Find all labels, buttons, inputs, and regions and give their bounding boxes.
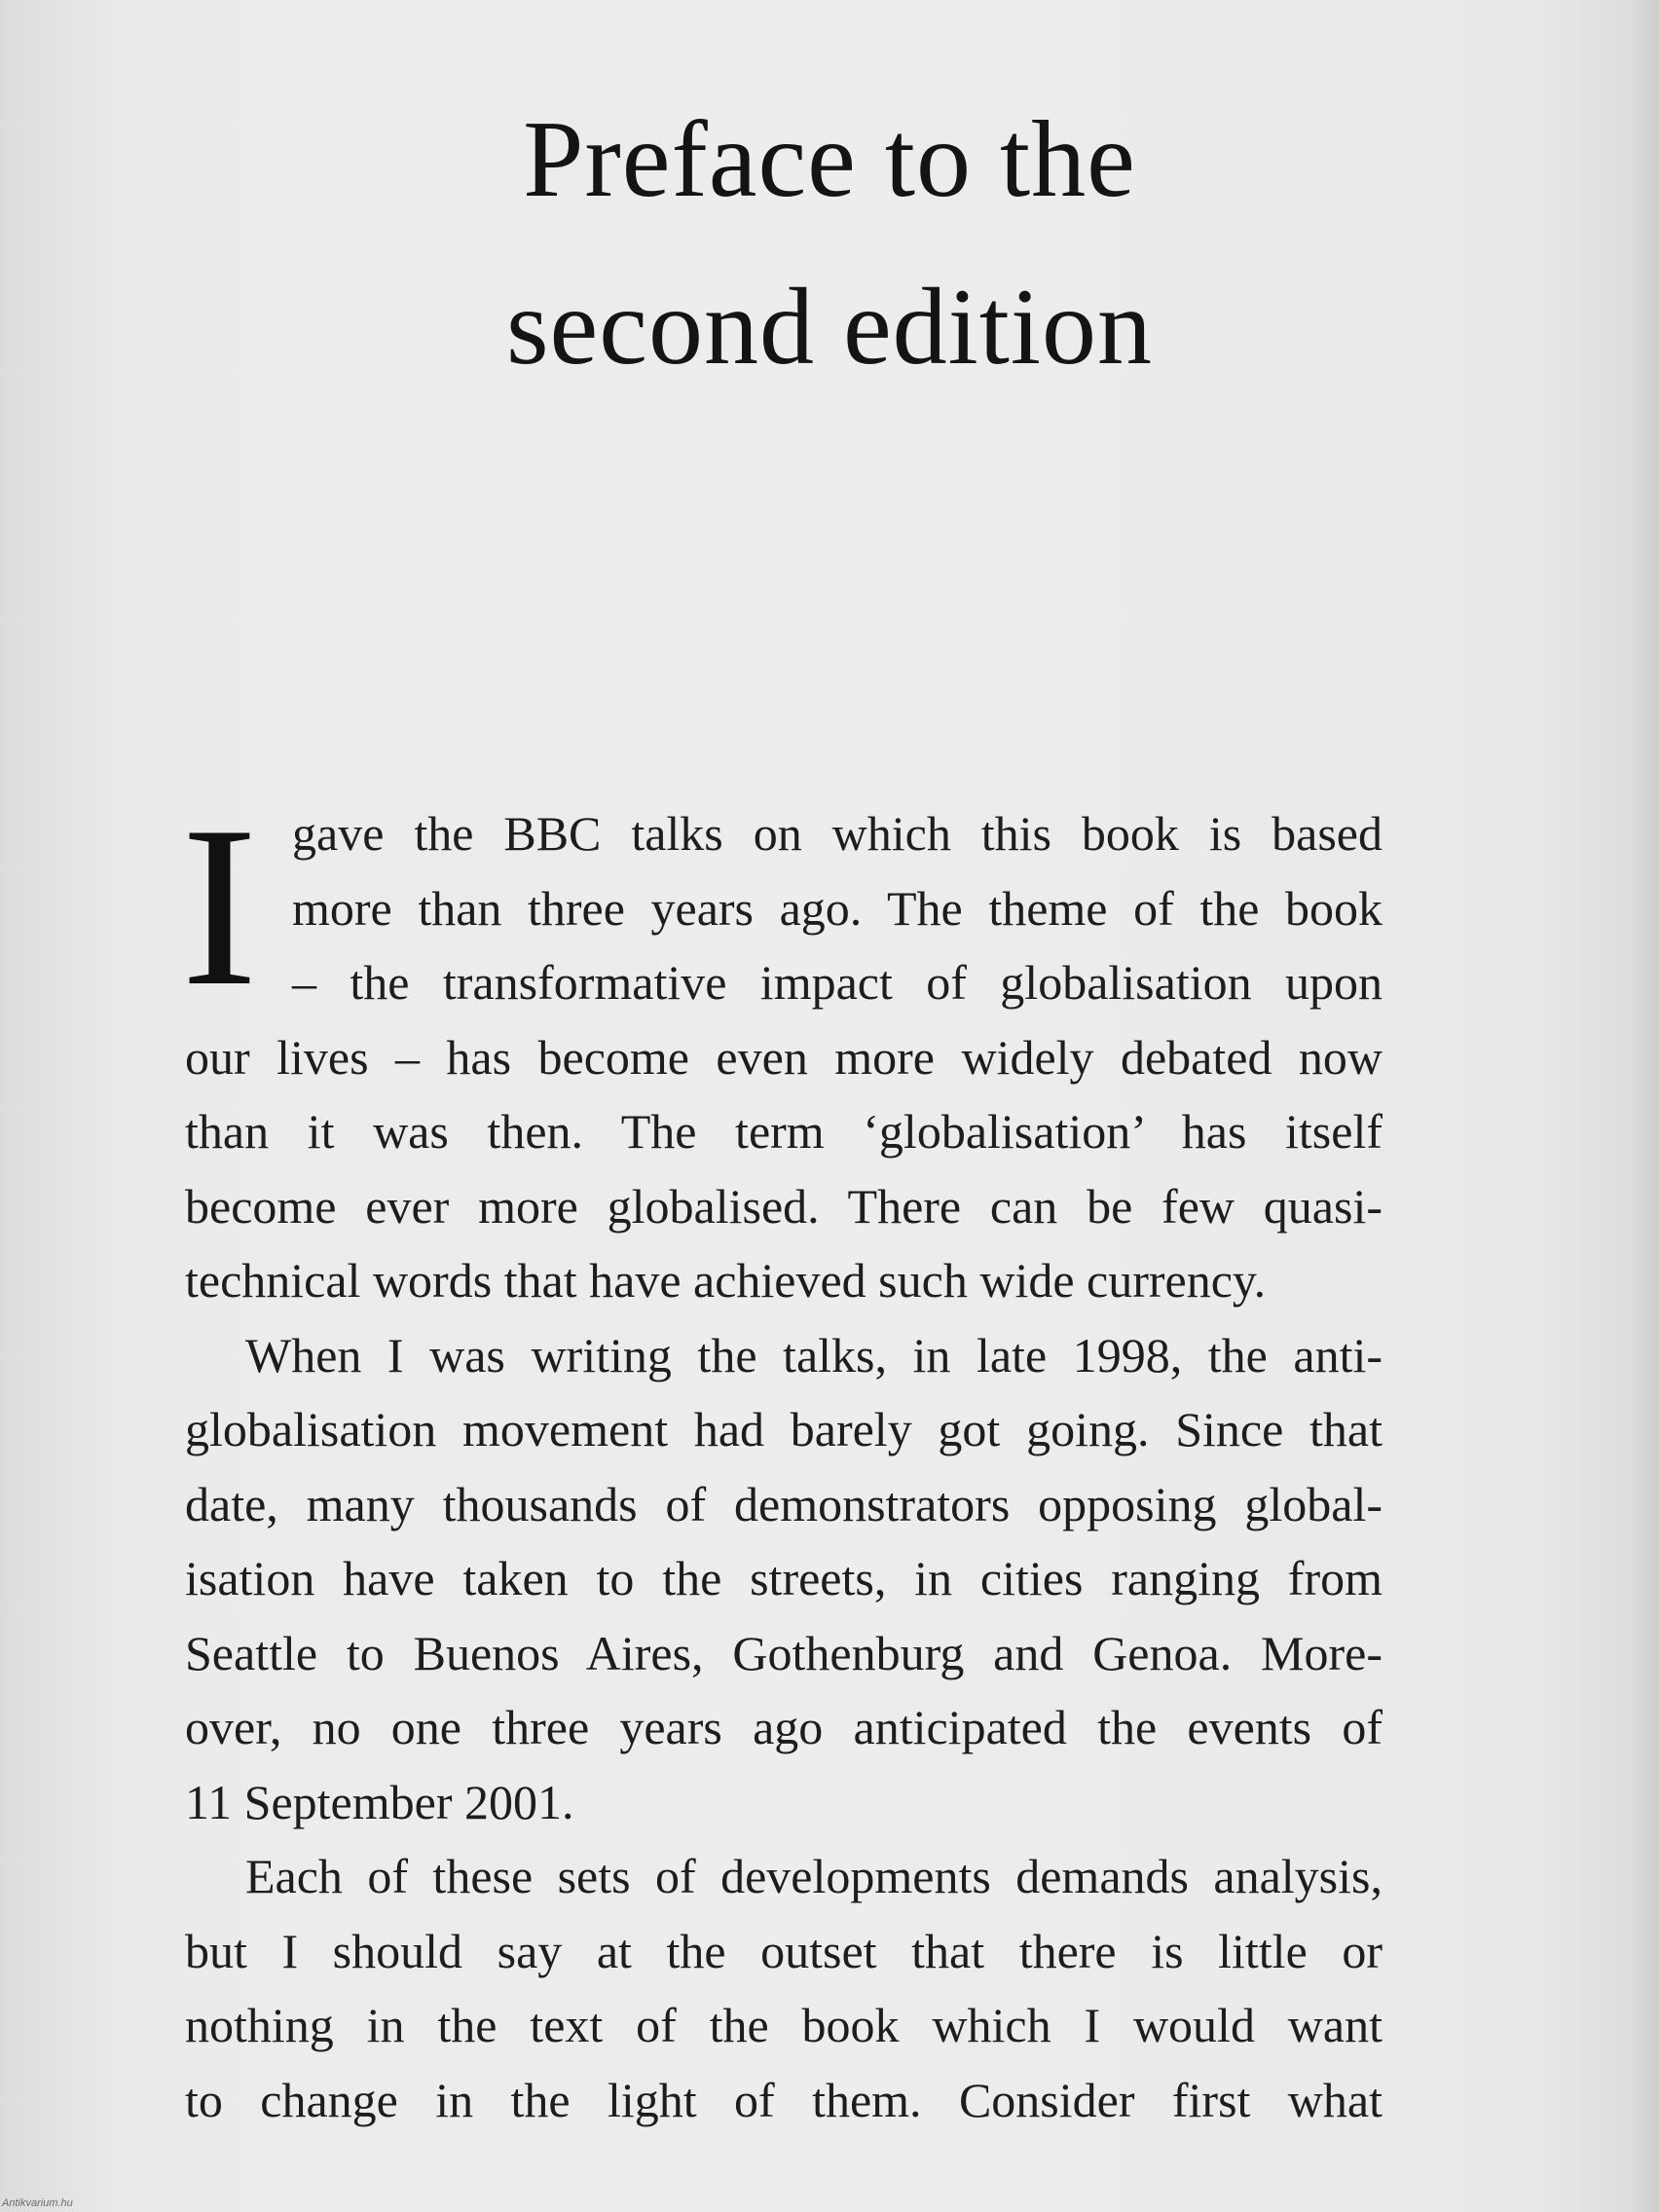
- text-line: 11 September 2001.: [185, 1774, 574, 1829]
- text-line: – the transformative impact of globalisation upon: [292, 955, 1382, 1010]
- text-line: globalisation movement had barely got going. Since that: [185, 1402, 1382, 1456]
- watermark: Antikvarium.hu: [2, 2197, 73, 2209]
- drop-cap: I: [181, 780, 258, 1034]
- text-line: nothing in the text of the book which I would want: [185, 1998, 1382, 2052]
- text-line: to change in the light of them. Consider first what: [185, 2072, 1382, 2127]
- page-edge-shadow: [1630, 0, 1659, 2212]
- text-line: more than three years ago. The theme of the book: [292, 880, 1382, 936]
- page-title: [0, 76, 1659, 411]
- text-line: technical words that have achieved such wide currency.: [185, 1253, 1267, 1308]
- text-line: become ever more globalised. There can be few quasi-: [185, 1178, 1382, 1234]
- text-line: date, many thousands of demonstrators opposing global-: [185, 1476, 1382, 1531]
- text-line: but I should say at the outset that there is little or: [185, 1923, 1382, 1978]
- text-line: than it was then. The term ‘globalisation’ has itself: [185, 1104, 1382, 1159]
- text-line: over, no one three years ago anticipated the events of: [185, 1700, 1382, 1754]
- title-line-1: Preface to the: [523, 99, 1136, 220]
- text-line: gave the BBC talks on which this book is based: [292, 806, 1382, 861]
- body-text: [181, 780, 1382, 2137]
- text-line: our lives – has become even more widely debated now: [185, 1029, 1382, 1085]
- text-line: When I was writing the talks, in late 1998, the anti-: [245, 1327, 1382, 1382]
- title-line-2: second edition: [505, 267, 1154, 387]
- text-line: Each of these sets of developments demands analysis,: [245, 1849, 1382, 1903]
- text-line: isation have taken to the streets, in cities ranging from: [185, 1551, 1382, 1605]
- text-line: Seattle to Buenos Aires, Gothenburg and Genoa. More-: [185, 1625, 1382, 1680]
